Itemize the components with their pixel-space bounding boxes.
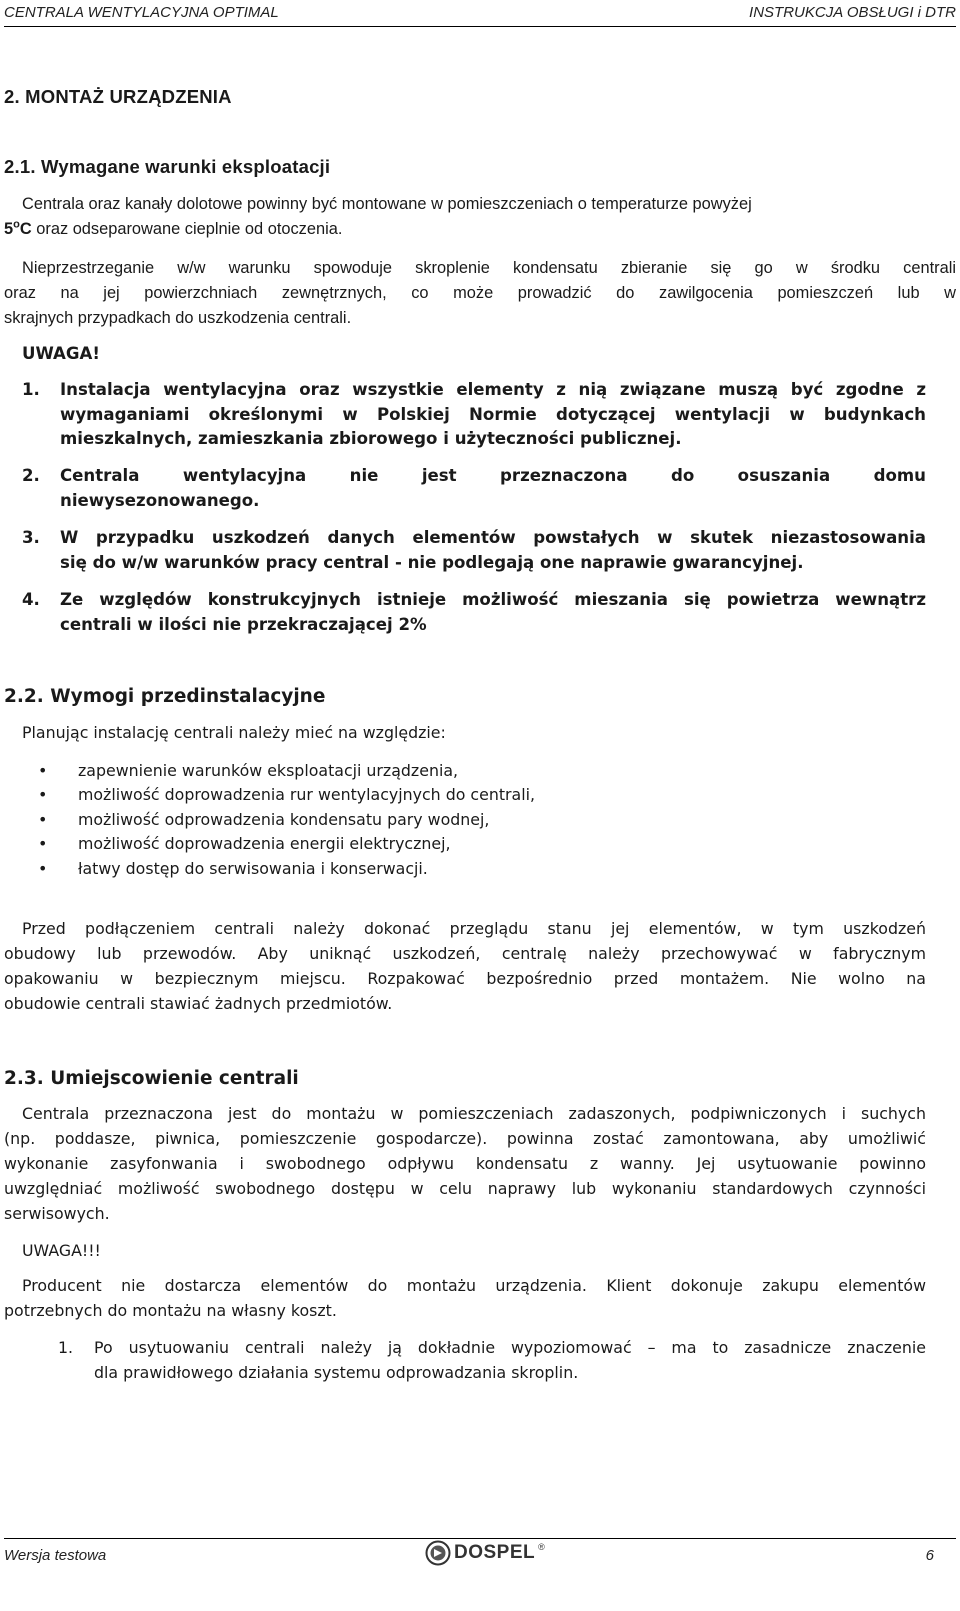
subsection-title-2-2: 2.2. Wymogi przedinstalacyjne — [4, 686, 326, 707]
warning-label-2: UWAGA!!! — [22, 1241, 101, 1260]
temperature-degree: o — [13, 218, 20, 231]
warning-item-4 — [60, 588, 926, 637]
footer-divider — [4, 1538, 956, 1539]
warning-label: UWAGA! — [22, 344, 100, 363]
bullet-icon: • — [38, 809, 48, 829]
temperature-value: 5 — [4, 220, 14, 238]
list-item — [38, 856, 738, 881]
preinstall-line: Przed podłączeniem centrali należy dokonać przeglądu stanu jej elementów, w tym uszkodzeń — [22, 919, 926, 938]
leveling-note — [94, 1335, 926, 1385]
warning-item-1 — [60, 378, 926, 452]
condensation-line-1: Nieprzestrzeganie w/w warunku spowoduje skroplenie kondensatu zbieranie się go w środku centrali — [22, 259, 956, 277]
warning-number: 1. — [22, 380, 40, 399]
header-left: CENTRALA WENTYLACYJNA OPTIMAL — [4, 4, 279, 21]
warning-number: 4. — [22, 590, 40, 609]
warning-item-4-line: Ze względów konstrukcyjnych istnieje możliwość mieszania się powietrza wewnątrz — [60, 590, 926, 609]
bullet-icon: • — [38, 834, 48, 854]
warning-item-3-line: W przypadku uszkodzeń danych elementów powstałych w skutek niezastosowania — [60, 528, 926, 547]
requirements-paragraph — [4, 192, 956, 242]
warning-item-2 — [60, 464, 926, 513]
list-item-text: łatwy dostęp do serwisowania i konserwacji. — [78, 858, 428, 878]
list-item — [38, 783, 738, 808]
registered-mark: ® — [538, 1542, 545, 1552]
list-item-text: zapewnienie warunków eksploatacji urządzenia, — [78, 760, 459, 780]
preinstall-line: obudowy lub przewodów. Aby uniknąć uszkodzeń, centralę należy przechowywać w fabrycznym — [4, 944, 926, 963]
list-item — [38, 758, 738, 783]
location-line: (np. poddasze, piwnica, pomieszczenie gospodarcze). powinna zostać zamontowana, aby umożliwić — [4, 1129, 926, 1148]
location-line: uwzględniać możliwość swobodnego dostępu w celu naprawy lub wykonaniu standardowych czynności — [4, 1179, 926, 1198]
warning-item-3 — [60, 526, 926, 575]
preinstall-line: obudowie centrali stawiać żadnych przedmiotów. — [4, 994, 393, 1013]
warning-item-4-line: centrali w ilości nie przekraczającej 2% — [60, 614, 427, 634]
warning-item-1-line: wymaganiami określonymi w Polskiej Normie dotyczącej wentylacji w budynkach — [60, 404, 926, 424]
list-item-text: możliwość doprowadzenia energii elektrycznej, — [78, 834, 451, 854]
dospel-logo-icon — [425, 1540, 451, 1566]
list-item-text: możliwość doprowadzenia rur wentylacyjnych do centrali, — [78, 785, 535, 805]
temperature-unit: C — [19, 220, 32, 238]
requirements-line-2-text: oraz odseparowane cieplnie od otoczenia. — [31, 220, 343, 238]
footer-version: Wersja testowa — [4, 1547, 107, 1564]
preinstall-bullet-list — [38, 758, 738, 881]
warning-item-1-line: mieszkalnych, zamieszkania zbiorowego i użyteczności publicznej. — [60, 429, 682, 448]
list-number: 1. — [58, 1338, 74, 1357]
warning-item-1-line: Instalacja wentylacyjna oraz wszystkie elementy z nią związane muszą być zgodne z — [60, 380, 926, 399]
location-line: wykonanie zasyfonwania i swobodnego odpływu kondensatu z wanny. Jej usytuowanie powinno — [4, 1154, 926, 1173]
bullet-icon: • — [38, 858, 48, 878]
leveling-line: Po usytuowaniu centrali należy ją dokładnie wypoziomować – ma to zasadnicze znaczenie — [94, 1338, 926, 1357]
condensation-line-3: skrajnych przypadkach do uszkodzenia centrali. — [4, 309, 352, 327]
location-line: serwisowych. — [4, 1204, 110, 1223]
preinstall-line: opakowaniu w bezpiecznym miejscu. Rozpakować bezpośrednio przed montażem. Nie wolno na — [4, 969, 926, 988]
warning-item-2-line: niewysezonowanego. — [60, 490, 260, 510]
section-title: 2. MONTAŻ URZĄDZENIA — [4, 86, 232, 107]
leveling-line: dla prawidłowego działania systemu odprowadzania skroplin. — [94, 1363, 579, 1382]
producent-line: Producent nie dostarcza elementów do montażu urządzenia. Klient dokonuje zakupu elementów — [22, 1276, 926, 1295]
bullet-icon: • — [38, 785, 48, 805]
list-item — [38, 832, 738, 857]
warning-number: 2. — [22, 466, 40, 485]
warning-item-2-line: Centrala wentylacyjna nie jest przeznaczona do osuszania domu — [60, 466, 926, 485]
warning-item-3-line: się do w/w warunków pracy central - nie podlegają one naprawie gwarancyjnej. — [60, 552, 804, 572]
preinstall-paragraph — [4, 916, 926, 1016]
header-divider — [4, 26, 956, 27]
subsection-title-2-1: 2.1. Wymagane warunki eksploatacji — [4, 156, 331, 177]
location-line: Centrala przeznaczona jest do montażu w pomieszczeniach zadaszonych, podpiwniczonych i suchych — [22, 1104, 926, 1123]
header-right: INSTRUKCJA OBSŁUGI i DTR — [749, 4, 956, 21]
producent-line: potrzebnych do montażu na własny koszt. — [4, 1301, 337, 1320]
location-paragraph — [4, 1101, 926, 1226]
requirements-line-2 — [4, 217, 956, 242]
dospel-logo-text: DOSPEL — [454, 1542, 536, 1563]
dospel-logo — [425, 1540, 545, 1566]
list-item — [38, 807, 738, 832]
requirements-line-1: Centrala oraz kanały dolotowe powinny być montowane w pomieszczeniach o temperaturze powyżej — [22, 195, 752, 213]
footer-page-number: 6 — [925, 1547, 934, 1564]
list-item-text: możliwość odprowadzenia kondensatu pary wodnej, — [78, 809, 490, 829]
warning-number: 3. — [22, 528, 40, 547]
subsection-title-2-3: 2.3. Umiejscowienie centrali — [4, 1068, 299, 1089]
condensation-line-2: oraz na jej powierzchniach zewnętrznych, co może prowadzić do zawilgocenia pomieszczeń lub w — [4, 284, 956, 302]
bullet-icon: • — [38, 760, 48, 780]
condensation-paragraph — [4, 256, 956, 331]
preinstall-intro: Planując instalację centrali należy mieć na względzie: — [22, 723, 446, 742]
producent-paragraph — [4, 1273, 926, 1323]
